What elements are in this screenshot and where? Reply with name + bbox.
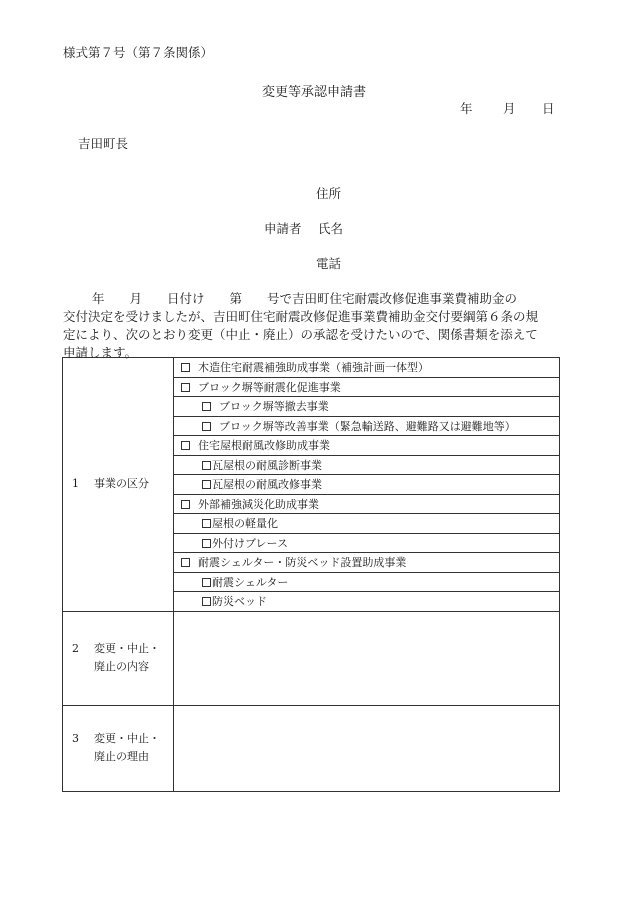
date-year-label: 年 — [460, 101, 473, 116]
checkbox[interactable] — [202, 422, 211, 431]
project-option: 木造住宅耐震補強助成事業（補強計画一体型） — [174, 358, 560, 378]
project-suboption: 外付けブレース — [174, 533, 560, 553]
statement-line: 年 月 日付け 第 号で吉田町住宅耐震改修促進事業費補助金の — [63, 291, 517, 306]
checkbox[interactable] — [202, 480, 211, 489]
document-title: 変更等承認申請書 — [262, 85, 367, 100]
section3-label: 廃止の理由 — [94, 750, 149, 763]
application-table — [62, 357, 560, 792]
section3-label: 変更・中止・ — [94, 732, 160, 745]
checkbox[interactable] — [181, 558, 190, 567]
section2-label: 廃止の内容 — [94, 660, 149, 673]
address-label: 住所 — [316, 186, 342, 201]
checkbox[interactable] — [202, 519, 211, 528]
phone-label: 電話 — [316, 256, 342, 271]
project-suboption: 瓦屋根の耐風診断事業 — [174, 455, 560, 475]
section1-heading — [63, 358, 174, 612]
project-suboption: 屋根の軽量化 — [174, 514, 560, 534]
project-suboption: ブロック塀等改善事業（緊急輸送路、避難路又は避難地等） — [174, 416, 560, 436]
checkbox[interactable] — [202, 402, 211, 411]
application-statement — [63, 290, 573, 362]
checkbox[interactable] — [202, 597, 211, 606]
date-month-label: 月 — [503, 101, 516, 116]
checkbox[interactable] — [181, 500, 190, 509]
name-label: 氏名 — [318, 221, 344, 236]
project-suboption: 耐震シェルター — [174, 572, 560, 592]
checkbox[interactable] — [202, 461, 211, 470]
statement-line: 交付決定を受けましたが、吉田町住宅耐震改修促進事業費補助金交付要綱第６条の規 — [63, 309, 539, 324]
project-option: 耐震シェルター・防災ベッド設置助成事業 — [174, 553, 560, 573]
section1-number: 1 — [72, 477, 79, 491]
project-option: 住宅屋根耐風改修助成事業 — [174, 436, 560, 456]
project-suboption: ブロック塀等撤去事業 — [174, 397, 560, 417]
section2-heading — [63, 611, 174, 705]
checkbox[interactable] — [202, 578, 211, 587]
project-suboption: 瓦屋根の耐風改修事業 — [174, 475, 560, 495]
date-day-label: 日 — [542, 101, 555, 116]
statement-line: 定により、次のとおり変更（中止・廃止）の承認を受けたいので、関係書類を添えて — [63, 327, 538, 342]
checkbox[interactable] — [181, 441, 190, 450]
checkbox[interactable] — [202, 539, 211, 548]
addressee: 吉田町長 — [78, 136, 129, 151]
checkbox[interactable] — [181, 383, 190, 392]
project-suboption: 防災ベッド — [174, 592, 560, 612]
form-number: 様式第７号（第７条関係） — [63, 45, 214, 60]
section3-number: 3 — [72, 732, 79, 745]
project-option: 外部補強減災化助成事業 — [174, 494, 560, 514]
project-option: ブロック塀等耐震化促進事業 — [174, 377, 560, 397]
change-content-field[interactable] — [174, 611, 560, 705]
statement-line: 申請します。 — [63, 345, 138, 360]
section2-number: 2 — [72, 642, 79, 655]
section2-label: 変更・中止・ — [94, 642, 160, 655]
change-reason-field[interactable] — [174, 705, 560, 791]
section1-label: 事業の区分 — [94, 477, 149, 491]
applicant-label: 申請者 — [264, 221, 302, 236]
section3-heading — [63, 705, 174, 791]
checkbox[interactable] — [181, 363, 190, 372]
